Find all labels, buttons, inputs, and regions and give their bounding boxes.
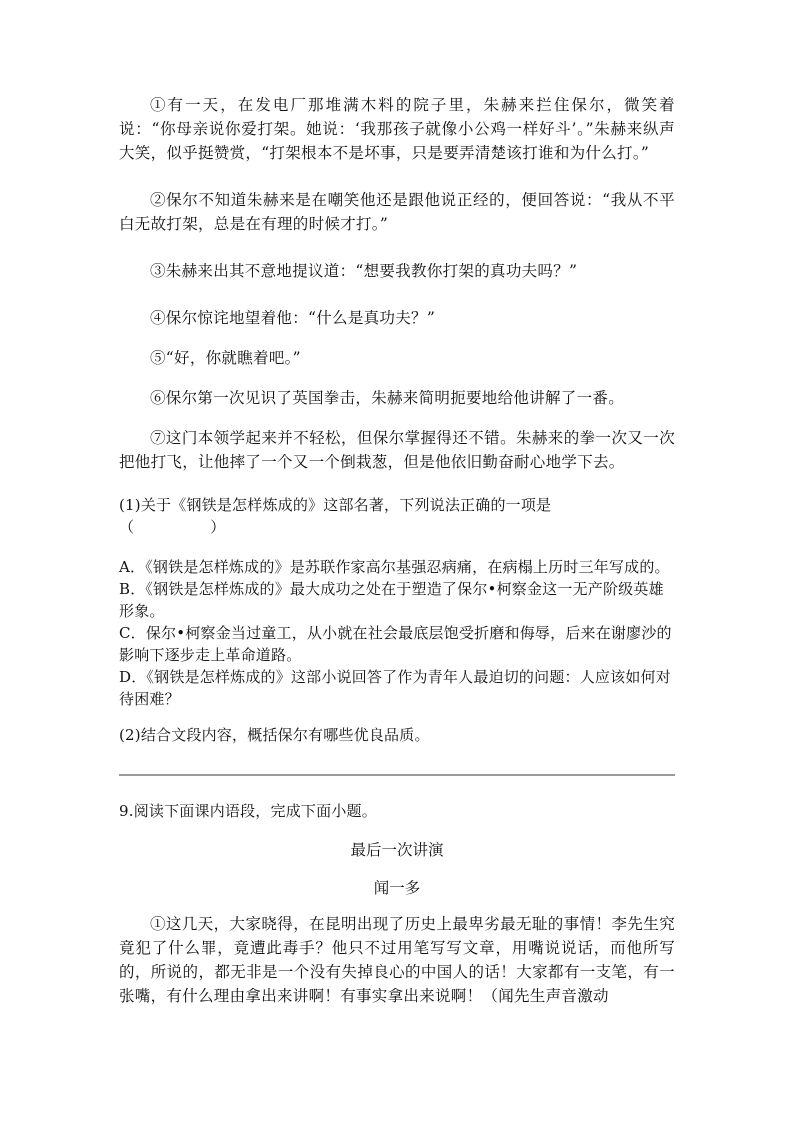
question-1-stem: (1)关于《钢铁是怎样炼成的》这部名著，下列说法正确的一项是 [119, 496, 552, 514]
option-c: C．保尔•柯察金当过童工，从小就在社会最底层饱受折磨和侮辱，后来在谢廖沙的影响下逐步走上革命道路。 [119, 624, 672, 664]
option-a: A．《钢铁是怎样炼成的》是苏联作家高尔基强忍病痛，在病榻上历时三年写成的。 [119, 558, 670, 576]
question-1-options [119, 556, 675, 710]
passage-paragraph-2: ②保尔不知道朱赫来是在嘲笑他还是跟他说正经的，便回答说：“我从不平白无故打架，总是在有理的时候才打。” [119, 191, 675, 233]
section-divider [119, 774, 675, 776]
passage-paragraph-7: ⑦这门本领学起来并不轻松，但保尔掌握得还不错。朱赫来的拳一次又一次把他打飞，让他摔了一个又一个倒栽葱，但是他依旧勤奋耐心地学下去。 [119, 429, 675, 471]
passage-paragraph-5: ⑤“好，你就瞧着吧。” [150, 349, 301, 367]
question-1-blank: （ ） [119, 518, 226, 536]
passage-paragraph-3: ③朱赫来出其不意地提议道：“想要我教你打架的真功夫吗？” [150, 262, 578, 280]
document-page [119, 90, 675, 1008]
article-author: 闻一多 [373, 879, 421, 897]
passage-paragraph-4: ④保尔惊诧地望着他：“什么是真功夫？” [150, 309, 436, 327]
passage-paragraph-1: ①有一天，在发电厂那堆满木料的院子里，朱赫来拦住保尔，微笑着说：“你母亲说你爱打架。她说：‘我那孩子就像小公鸡一样好斗’。”朱赫来纵声大笑，似乎挺赞赏，“打架根本不是坏事，只是要弄清楚该打谁和为什么打。” [119, 96, 675, 162]
question-2-stem: (2)结合文段内容，概括保尔有哪些优良品质。 [119, 726, 430, 744]
option-b: B．《钢铁是怎样炼成的》最大成功之处在于塑造了保尔•柯察金这一无产阶级英雄形象。 [119, 580, 664, 620]
passage-paragraph-6: ⑥保尔第一次见识了英国拳击，朱赫来简明扼要地给他讲解了一番。 [150, 389, 625, 407]
option-d: D．《钢铁是怎样炼成的》这部小说回答了作为青年人最迫切的问题：人应该如何对待困难？ [119, 668, 671, 708]
section-9-intro: 9.阅读下面课内语段，完成下面小题。 [119, 802, 377, 820]
article-paragraph-1: ①这几天，大家晓得，在昆明出现了历史上最卑劣最无耻的事情！李先生究竟犯了什么罪，竟遭此毒手？他只不过用笔写写文章，用嘴说说话，而他所写的，所说的，都无非是一个没有失掉良心的中国人的话！大家都有一支笔，有一张嘴，有什么理由拿出来讲啊！有事实拿出来说啊！（闻先生声音激动 [119, 915, 675, 1005]
article-title: 最后一次讲演 [350, 841, 444, 859]
